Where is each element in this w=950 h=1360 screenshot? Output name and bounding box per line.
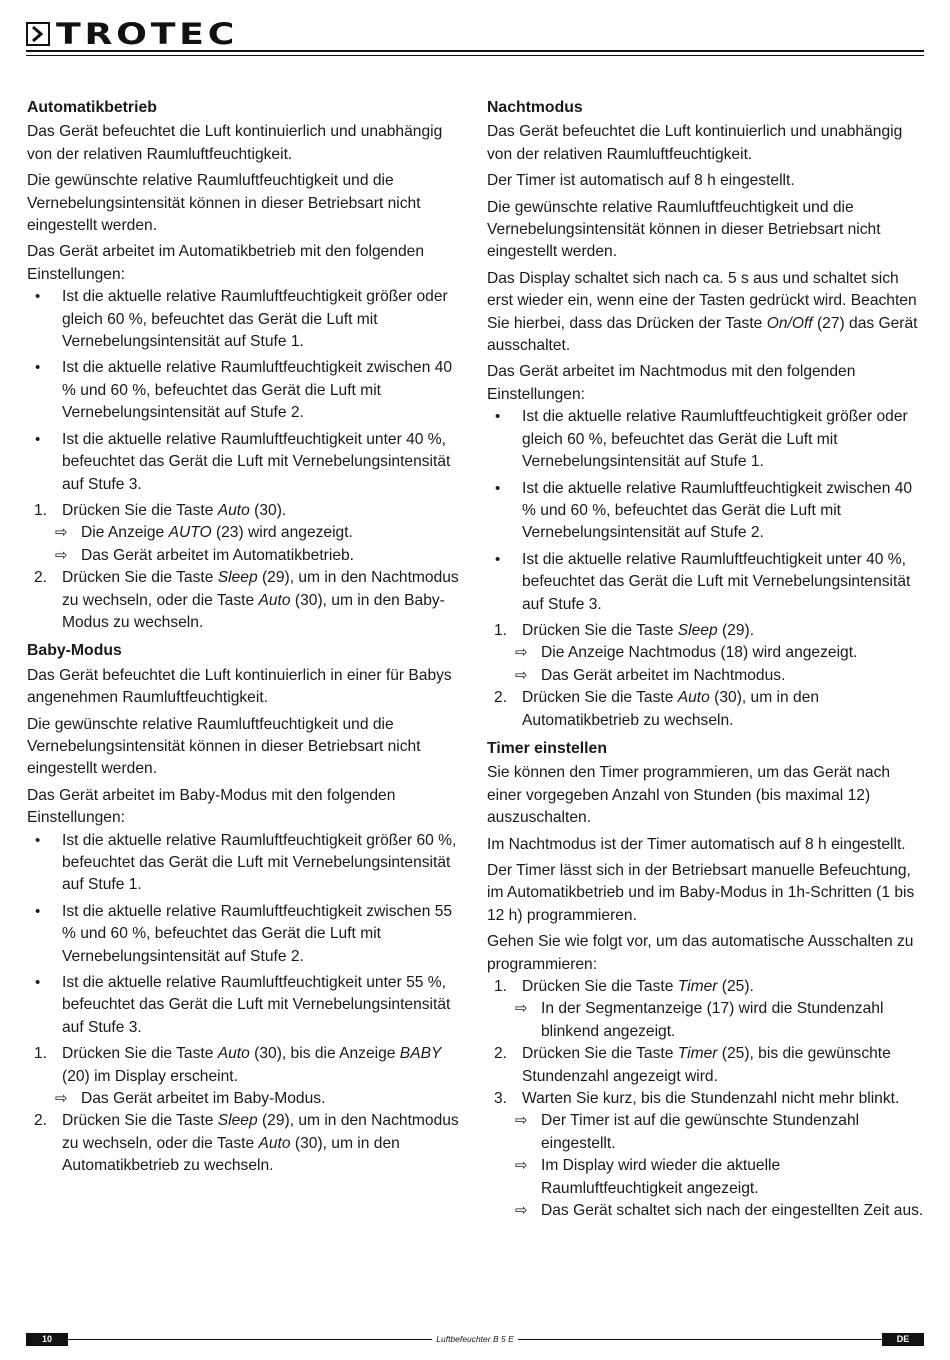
result-item: ⇨ Das Gerät arbeitet im Nachtmodus. [487,665,925,687]
result-arrow-icon: ⇨ [515,1112,528,1130]
result-arrow-icon: ⇨ [55,524,68,542]
list-item: • Ist die aktuelle relative Raumluftfeuchtigkeit unter 40 %, befeuchtet das Gerät die Luft mit Vernebelungsintensität auf Stufe 3. [487,549,925,616]
result-item: ⇨ Der Timer ist auf die gewünschte Stundenzahl eingestellt. [515,1112,860,1152]
page-footer [26,1333,924,1346]
step-number: 2. [494,1045,508,1063]
step-number: 2. [34,569,48,587]
paragraph: Das Display schaltet sich nach ca. 5 s aus und schaltet sich erst wieder ein, wenn eine der Tasten gedrückt wird. Beachten Sie hierbei, dass das Drücken der Taste On/Off (27) das Gerät ausschaltet. [487,269,918,355]
result-item: ⇨ In der Segmentanzeige (17) wird die Stundenzahl blinkend angezeigt. [515,1000,884,1040]
list-item: • Ist die aktuelle relative Raumluftfeuchtigkeit zwischen 55 % und 60 %, befeuchtet das Gerät die Luft mit Vernebelungsintensität auf Stufe 2. [27,901,465,968]
bullet-list [27,286,465,496]
list-item: • Ist die aktuelle relative Raumluftfeuchtigkeit zwischen 40 % und 60 %, befeuchtet das Gerät die Luft mit Vernebelungsintensität auf Stufe 2. [27,357,465,424]
result-arrow-icon: ⇨ [515,1000,528,1018]
page-header [0,0,950,60]
bullet-list [27,830,465,1040]
paragraph: Der Timer lässt sich in der Betriebsart manuelle Befeuchtung, im Automatikbetrieb und im Baby-Modus in 1h-Schritten (1 bis 12 h) programmieren. [487,862,915,924]
result-item: ⇨ Die Anzeige Nachtmodus (18) wird angezeigt. [487,642,925,664]
language-code: DE [882,1333,924,1346]
step-number: 1. [34,1045,48,1063]
paragraph: Das Gerät befeuchtet die Luft kontinuierlich und unabhängig von der relativen Raumluftfeuchtigkeit. [487,123,903,163]
list-item: • Ist die aktuelle relative Raumluftfeuchtigkeit zwischen 40 % und 60 %, befeuchtet das Gerät die Luft mit Vernebelungsintensität auf Stufe 2. [487,478,925,545]
step-number: 1. [494,978,508,996]
section-title-automatikbetrieb: Automatikbetrieb [27,99,157,116]
result-arrow-icon: ⇨ [515,666,528,684]
header-rule [26,50,924,52]
paragraph: Das Gerät arbeitet im Baby-Modus mit den folgenden Einstellungen: [27,786,396,827]
list-item: • Ist die aktuelle relative Raumluftfeuchtigkeit größer oder gleich 60 %, befeuchtet das Gerät die Luft mit Vernebelungsintensität auf Stufe 1. [27,286,465,353]
paragraph: Der Timer ist automatisch auf 8 h eingestellt. [487,172,795,190]
result-arrow-icon: ⇨ [515,1202,528,1220]
paragraph: Das Gerät befeuchtet die Luft kontinuierlich in einer für Babys angenehmen Raumluftfeuchtigkeit. [27,666,452,707]
paragraph: Die gewünschte relative Raumluftfeuchtigkeit und die Vernebelungsintensität können in dieser Betriebsart nicht eingestellt werden. [27,715,421,778]
list-item: • Ist die aktuelle relative Raumluftfeuchtigkeit unter 40 %, befeuchtet das Gerät die Luft mit Vernebelungsintensität auf Stufe 3. [27,429,465,496]
result-item: ⇨ Im Display wird wieder die aktuelle Raumluftfeuchtigkeit angezeigt. [515,1157,781,1197]
section-title-timer-einstellen: Timer einstellen [487,739,607,757]
brand-name: TROTEC [56,17,239,51]
step-item: 3. Warten Sie kurz, bis die Stundenzahl nicht mehr blinkt. [487,1088,925,1110]
key-name: Auto [217,501,250,519]
step-item: 2. Drücken Sie die Taste Auto (30), um in den Automatikbetrieb zu wechseln. [494,689,820,729]
step-item: 1. Drücken Sie die Taste Auto (30). [27,500,465,522]
paragraph: Die gewünschte relative Raumluftfeuchtigkeit und die Vernebelungsintensität können in dieser Betriebsart nicht eingestellt werden. [487,198,881,261]
step-item: 1. Drücken Sie die Taste Sleep (29). [487,620,925,642]
step-item: 2. Drücken Sie die Taste Sleep (29), um in den Nachtmodus zu wechseln, oder die Taste Auto (30), um in den Baby-Modus zu wechseln. [34,569,459,631]
step-item: 2. Drücken Sie die Taste Timer (25), bis die gewünschte Stundenzahl angezeigt wird. [494,1045,891,1085]
section-title-baby-modus: Baby-Modus [27,642,122,660]
result-arrow-icon: ⇨ [55,546,68,564]
paragraph: Sie können den Timer programmieren, um das Gerät nach einer vorgegeben Anzahl von Stunden (bis maximal 12) auszuschalten. [487,764,891,827]
step-item: 2. Drücken Sie die Taste Sleep (29), um in den Nachtmodus zu wechseln, oder die Taste Auto (30), um in den Automatikbetrieb zu wechseln. [34,1112,459,1175]
section-title-nachtmodus: Nachtmodus [487,99,583,116]
paragraph: Die gewünschte relative Raumluftfeuchtigkeit und die Vernebelungsintensität können in dieser Betriebsart nicht eingestellt werden. [27,172,421,235]
step-item: 1. Drücken Sie die Taste Auto (30), bis die Anzeige BABY (20) im Display erscheint. [34,1045,442,1085]
left-column [27,97,465,1178]
step-number: 3. [494,1090,508,1108]
result-item: ⇨ Die Anzeige AUTO (23) wird angezeigt. [27,522,465,544]
paragraph: Das Gerät befeuchtet die Luft kontinuierlich und unabhängig von der relativen Raumluftfeuchtigkeit. [27,123,443,163]
step-number: 2. [34,1112,48,1130]
list-item: • Ist die aktuelle relative Raumluftfeuchtigkeit größer oder gleich 60 %, befeuchtet das Gerät die Luft mit Vernebelungsintensität auf Stufe 1. [487,406,925,473]
step-number: 1. [34,501,48,519]
paragraph: Das Gerät arbeitet im Automatikbetrieb mit den folgenden Einstellungen: [27,243,424,283]
list-item: • Ist die aktuelle relative Raumluftfeuchtigkeit unter 55 %, befeuchtet das Gerät die Luft mit Vernebelungsintensität auf Stufe 3. [27,972,465,1039]
bullet-list [487,406,925,616]
right-column [487,97,925,1223]
result-arrow-icon: ⇨ [515,1157,528,1175]
list-item: • Ist die aktuelle relative Raumluftfeuchtigkeit größer 60 %, befeuchtet das Gerät die Luft mit Vernebelungsintensität auf Stufe 1. [27,830,465,897]
result-item: ⇨ Das Gerät arbeitet im Automatikbetrieb. [27,545,465,567]
page-number: 10 [26,1333,68,1346]
result-item: ⇨ Das Gerät schaltet sich nach der eingestellten Zeit aus. [487,1200,925,1222]
paragraph: Im Nachtmodus ist der Timer automatisch auf 8 h eingestellt. [487,835,906,853]
document-title: Luftbefeuchter B 5 E [432,1334,518,1344]
paragraph: Das Gerät arbeitet im Nachtmodus mit den folgenden Einstellungen: [487,363,856,403]
step-number: 1. [494,621,508,639]
result-arrow-icon: ⇨ [515,644,528,662]
header-rule-thin [26,55,924,56]
step-item: 1. Drücken Sie die Taste Timer (25). [487,976,925,998]
result-item: ⇨ Das Gerät arbeitet im Baby-Modus. [27,1088,465,1110]
paragraph: Gehen Sie wie folgt vor, um das automatische Ausschalten zu programmieren: [487,933,914,973]
trotec-logo-icon [26,22,50,46]
step-number: 2. [494,689,508,707]
result-arrow-icon: ⇨ [55,1090,68,1108]
